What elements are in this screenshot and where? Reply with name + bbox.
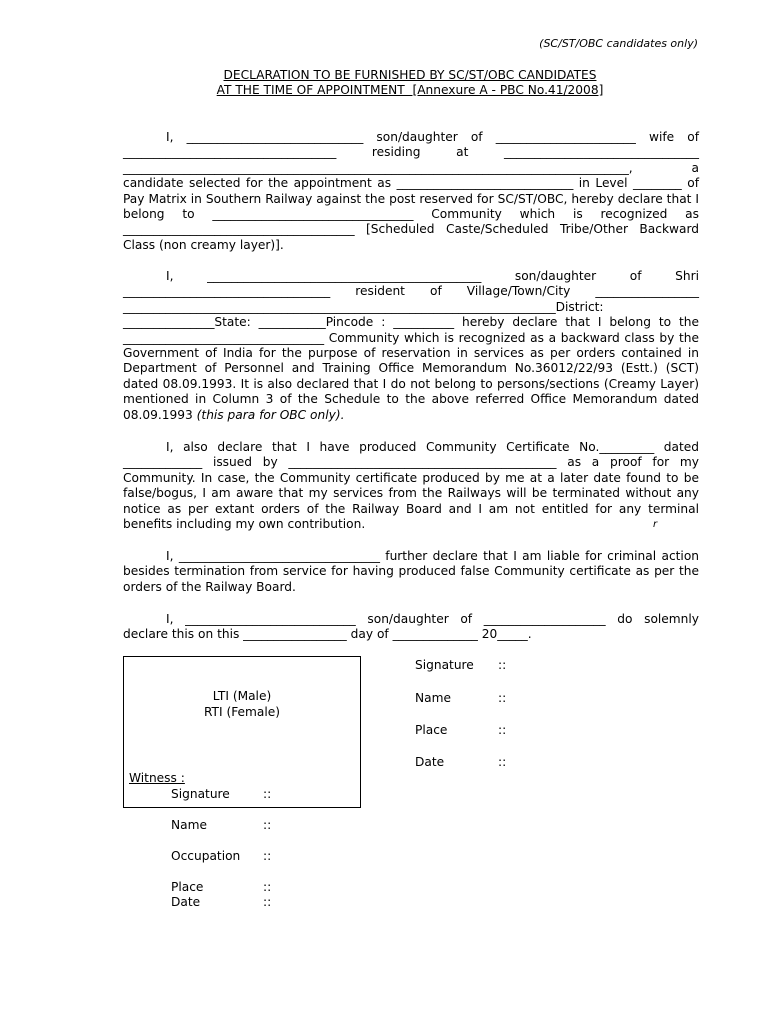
declarant-signature-sep: :: [498, 658, 507, 672]
title-line-2: AT THE TIME OF APPOINTMENT [Annexure A - PBC No.41/2008] [216, 83, 604, 97]
lti-label: LTI (Male) [212, 689, 272, 703]
paragraph-liability: I, _________________________________ further declare that I am liable for criminal action besides termination from service for having produced false Community certificate as per the orders of the Railway Board. [123, 549, 699, 594]
paragraph-community: I, _____________________________________________ son/daughter of Shri __________________________________ resident of Village/Town/City _________________ _______________________________________________________________________District: _______________State: ___________Pincode : __________ hereby declare that I belong to the _________________________________ Community which is recognized as a backward class by the Government of India for the purpose of reservation in services as per orders contained in Department of Personnel and Training Office Memorandum No.36012/22/93 (Estt.) (SCT) dated 08.09.1993. It is also declared that I do not belong to persons/sections (Creamy Layer) mentioned in Column 3 of the Schedule to the above referred Office Memorandum dated 08.09.1993 (this para for OBC only). [123, 269, 699, 422]
witness-place-sep: :: [263, 880, 272, 894]
witness-name-sep: :: [263, 818, 272, 832]
stray-mark: r [653, 519, 658, 530]
candidate-note: (SC/ST/OBC candidates only) [539, 37, 698, 50]
thumb-impression-box [123, 656, 361, 808]
witness-signature-label: Signature [171, 787, 230, 801]
declarant-name-sep: :: [498, 691, 507, 705]
declarant-place-label: Place [415, 723, 448, 737]
witness-date-sep: :: [263, 895, 272, 909]
declarant-signature-label: Signature [415, 658, 474, 672]
witness-date-label: Date [171, 895, 201, 909]
title-line-1: DECLARATION TO BE FURNISHED BY SC/ST/OBC CANDIDATES [223, 68, 597, 82]
paragraph-selection: I, _____________________________ son/daughter of _______________________ wife of ___________________________________ residing at ________________________________ ___________________________________________________________________________________, a candidate selected for the appointment as _____________________________ in Level ________ of Pay Matrix in Southern Railway against the post reserved for SC/ST/OBC, hereby declare that I belong to _________________________________ Community which is recognized as ______________________________________ [Scheduled Caste/Scheduled Tribe/Other Backward Class (non creamy layer)]. [123, 130, 699, 252]
witness-occupation-sep: :: [263, 849, 272, 863]
declarant-date-sep: :: [498, 755, 507, 769]
declarant-name-label: Name [415, 691, 451, 705]
witness-heading: Witness : [129, 771, 185, 785]
witness-occupation-label: Occupation [171, 849, 241, 863]
witness-signature-sep: :: [263, 787, 272, 801]
rti-label: RTI (Female) [203, 705, 281, 719]
declarant-date-label: Date [415, 755, 445, 769]
paragraph-solemn: I, ____________________________ son/daughter of ____________________ do solemnly declare this on this _________________ day of ______________ 20_____. [123, 612, 699, 642]
witness-place-label: Place [171, 880, 204, 894]
declarant-place-sep: :: [498, 723, 507, 737]
paragraph-certificate: I, also declare that I have produced Community Certificate No._________ dated _____________ issued by ____________________________________________ as a proof for my Community. In case, the Community certificate produced by me at a later date found to be false/bogus, I am aware that my services from the Railways will be terminated without any notice as per extant orders of the Railway Board and I am not entitled for any terminal benefits including my own contribution. [123, 440, 699, 532]
witness-name-label: Name [171, 818, 207, 832]
